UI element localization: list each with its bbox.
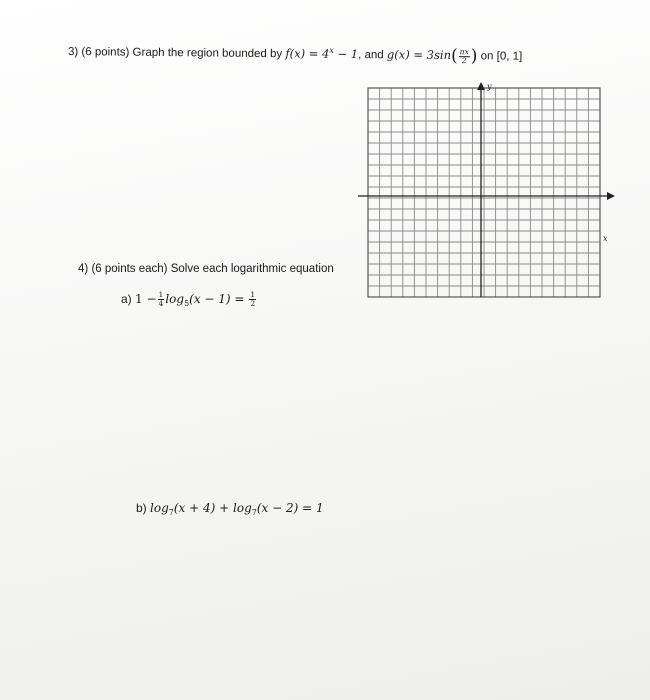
question-3-points: (6 points): [81, 46, 130, 59]
graph-grid: [355, 80, 625, 305]
y-axis-arrow: [477, 82, 485, 90]
question-4b-label: b): [136, 501, 147, 515]
question-3-connector: , and: [358, 49, 384, 62]
equation-a: 1 − $\frac{1}{4}$ $\log_5(x - 1)$ = $\frac{1}{2}$: [135, 290, 256, 308]
x-axis-label: x: [603, 234, 608, 243]
x-axis-arrow: [607, 192, 615, 200]
question-3-number: 3): [67, 46, 79, 59]
question-4-prompt: Solve each logarithmic equation: [170, 263, 334, 275]
function-f: $f(x) = 4^x - 1$: [285, 45, 359, 62]
equation-b: $\log_7(x + 4) + \log_7(x - 2) = 1$: [150, 501, 324, 517]
question-3: [68, 42, 522, 67]
function-g: g(x) = 3sin( $\frac{\pi x}{2}$ ): [386, 46, 478, 67]
question-4: [78, 263, 334, 275]
question-4b: [136, 501, 324, 517]
question-4a-label: a): [121, 292, 132, 306]
question-3-interval: on [0, 1]: [480, 50, 523, 63]
question-4-number: 4): [78, 263, 89, 275]
question-4-points: (6 points each): [91, 263, 168, 275]
y-axis-label: y: [487, 82, 492, 91]
question-4a: [121, 291, 257, 308]
question-3-prompt: Graph the region bounded by: [132, 46, 283, 61]
